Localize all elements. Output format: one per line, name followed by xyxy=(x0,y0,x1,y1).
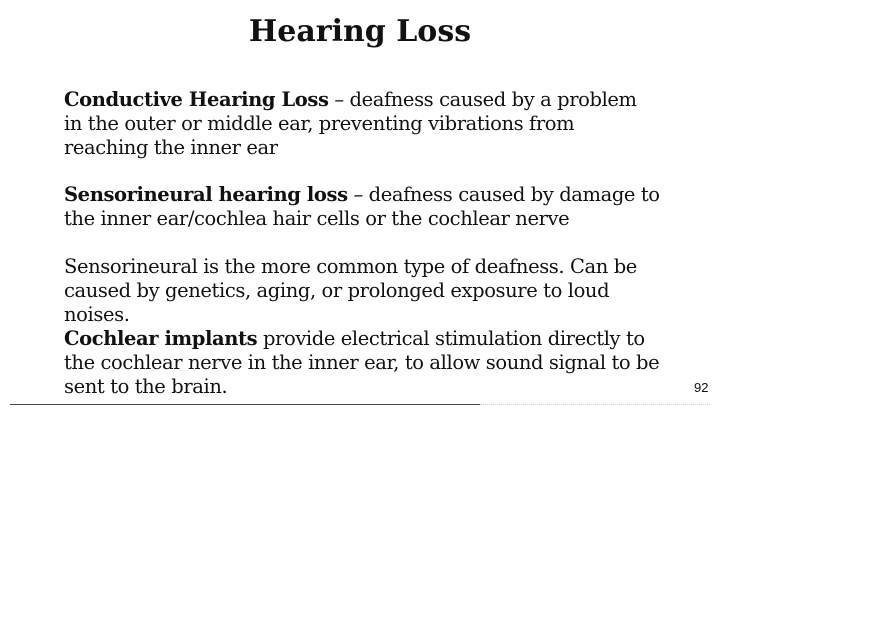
divider-dotted xyxy=(480,404,710,406)
definition: – deafness caused by a problem in the outer or middle ear, preventing vibrations from reaching the inner ear xyxy=(64,88,637,159)
term: Sensorineural hearing loss xyxy=(64,183,348,206)
divider xyxy=(10,404,480,405)
slide-title: Hearing Loss xyxy=(248,14,472,49)
body-text: Sensorineural is the more common type of deafness. Can be caused by genetics, aging, or prolonged exposure to loud noises. xyxy=(64,255,637,326)
definition: provide electrical stimulation directly to the cochlear nerve in the inner ear, to allow sound signal to be sent to the brain. xyxy=(64,327,660,398)
term: Cochlear implants xyxy=(64,327,258,350)
term: Conductive Hearing Loss xyxy=(64,88,329,111)
paragraph-common xyxy=(64,255,664,327)
paragraph-sensorineural xyxy=(64,183,684,231)
paragraph-implants xyxy=(64,327,664,399)
paragraph-conductive xyxy=(64,88,654,160)
definition: – deafness caused by damage to the inner ear/cochlea hair cells or the cochlear nerve xyxy=(64,183,660,230)
page-number: 92 xyxy=(694,380,709,395)
